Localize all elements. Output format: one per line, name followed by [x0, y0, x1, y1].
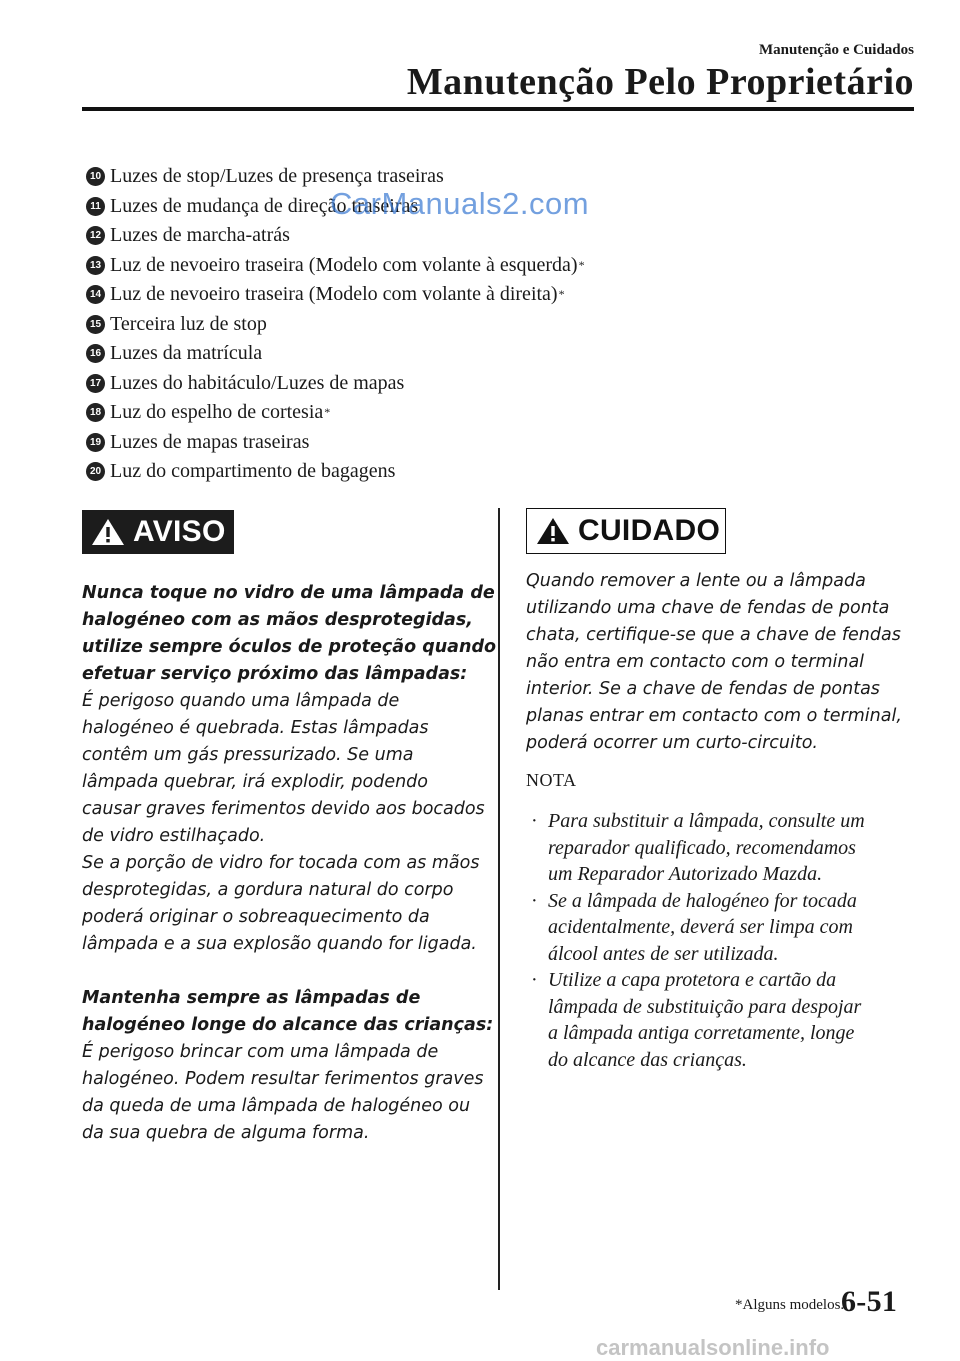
list-item	[86, 398, 585, 428]
list-item	[86, 428, 585, 458]
nota-line: a lâmpada antiga corretamente, longe	[548, 1022, 855, 1044]
aviso-body-line: lâmpada quebrar, irá explodir, podendo	[82, 772, 428, 792]
number-badge-icon: 11	[86, 197, 105, 216]
nota-line: acidentalmente, deverá ser limpa com	[548, 916, 853, 938]
aviso-label: AVISO	[133, 515, 226, 548]
warning-triangle-icon	[536, 517, 570, 545]
cuidado-line: não entra em contacto com o terminal	[526, 652, 865, 672]
list-item	[86, 280, 585, 310]
nota-item	[531, 888, 865, 968]
number-badge-icon: 15	[86, 315, 105, 334]
cuidado-line: utilizando uma chave de fendas de ponta	[526, 598, 890, 618]
list-item	[86, 457, 585, 487]
list-item	[86, 369, 585, 399]
aviso-heading-line: Mantenha sempre as lâmpadas de	[82, 988, 421, 1008]
aviso-heading-line: halogéneo longe do alcance das crianças:	[82, 1015, 494, 1035]
cuidado-line: Quando remover a lente ou a lâmpada	[526, 571, 866, 591]
aviso-body-line: É perigoso quando uma lâmpada de	[82, 691, 400, 711]
nota-line: um Reparador Autorizado Mazda.	[548, 863, 823, 885]
aviso-heading-line: Nunca toque no vidro de uma lâmpada de	[82, 583, 495, 603]
number-badge-icon: 16	[86, 344, 105, 363]
list-item-text: Terceira luz de stop	[110, 312, 267, 335]
bullet-icon: ·	[531, 810, 538, 832]
aviso-text	[82, 580, 496, 1147]
header-rule	[82, 107, 914, 111]
number-badge-icon: 12	[86, 226, 105, 245]
aviso-body-line: halogéneo. Podem resultar ferimentos graves	[82, 1069, 484, 1089]
nota-heading: NOTA	[526, 770, 577, 790]
nota-list	[531, 808, 865, 1073]
aviso-body-line: causar graves ferimentos devido aos bocados	[82, 799, 485, 819]
aviso-body-line: da sua quebra de alguma forma.	[82, 1123, 370, 1143]
number-badge-icon: 19	[86, 433, 105, 452]
number-badge-icon: 18	[86, 403, 105, 422]
list-item-text: Luz do compartimento de bagagens	[110, 460, 396, 483]
list-item-text: Luzes de mudança de direção traseiras	[110, 194, 419, 217]
nota-line: lâmpada de substituição para despojar	[548, 995, 862, 1018]
number-badge-icon: 20	[86, 462, 105, 481]
footnote-marker: *	[578, 257, 585, 272]
aviso-body-line: halogéneo é quebrada. Estas lâmpadas	[82, 718, 429, 738]
list-item-text: Luzes de mapas traseiras	[110, 430, 310, 453]
aviso-body-line: da queda de uma lâmpada de halogéneo ou	[82, 1096, 471, 1116]
aviso-heading-line: halogéneo com as mãos desprotegidas,	[82, 610, 473, 630]
cuidado-badge	[526, 508, 726, 554]
column-divider	[498, 508, 500, 1290]
cuidado-line: planas entrar em contacto com o terminal,	[526, 706, 902, 726]
nota-line: Utilize a capa protetora e cartão da	[548, 969, 837, 991]
bullet-icon: ·	[531, 969, 538, 991]
aviso-heading-line: utilize sempre óculos de proteção quando	[82, 637, 496, 657]
aviso-body-line: desprotegidas, a gordura natural do corpo	[82, 880, 454, 900]
nota-line: reparador qualificado, recomendamos	[548, 836, 856, 859]
bullet-icon: ·	[531, 889, 538, 912]
list-item-text: Luz de nevoeiro traseira (Modelo com volante à direita)	[110, 283, 558, 306]
nota-line: Para substituir a lâmpada, consulte um	[548, 810, 865, 832]
footnote: *Alguns modelos.	[735, 1297, 845, 1313]
list-item-text: Luzes do habitáculo/Luzes de mapas	[110, 371, 405, 394]
nota-line: álcool antes de ser utilizada.	[548, 942, 779, 965]
number-badge-icon: 13	[86, 256, 105, 275]
aviso-heading-line: efetuar serviço próximo das lâmpadas:	[82, 664, 468, 684]
list-item-text: Luz do espelho de cortesia	[110, 401, 324, 424]
cuidado-label: CUIDADO	[578, 514, 721, 547]
paragraph-gap	[82, 958, 496, 985]
aviso-body-line: Se a porção de vidro for tocada com as mãos	[82, 853, 480, 873]
aviso-body-line: contêm um gás pressurizado. Se uma	[82, 745, 414, 765]
list-item	[86, 221, 585, 251]
list-item-text: Luzes da matrícula	[110, 342, 263, 365]
number-badge-icon: 17	[86, 374, 105, 393]
nota-line: Se a lâmpada de halogéneo for tocada	[548, 889, 857, 912]
page-title: Manutenção Pelo Proprietário	[406, 61, 914, 103]
aviso-body-line: lâmpada e a sua explosão quando for ligada.	[82, 934, 477, 954]
warning-triangle-icon	[91, 518, 125, 546]
cuidado-text	[526, 568, 902, 757]
list-item	[86, 251, 585, 281]
footnote-marker: *	[324, 405, 331, 420]
list-item-text: Luz de nevoeiro traseira (Modelo com volante à esquerda)	[110, 253, 578, 276]
section-title: Manutenção e Cuidados	[758, 42, 914, 58]
list-item	[86, 310, 585, 340]
footnote-marker: *	[558, 287, 565, 302]
aviso-body-line: de vidro estilhaçado.	[82, 826, 266, 846]
cuidado-line: poderá ocorrer um curto-circuito.	[526, 733, 818, 753]
list-item	[86, 339, 585, 369]
page-number: 6-51	[841, 1285, 898, 1318]
aviso-body-line: poderá originar o sobreaquecimento da	[82, 907, 430, 927]
site-watermark: carmanualsonline.info	[596, 1335, 830, 1360]
list-item-text: Luzes de stop/Luzes de presença traseiras	[110, 165, 444, 188]
list-item-text: Luzes de marcha-atrás	[110, 224, 290, 247]
cuidado-line: chata, certifique-se que a chave de fendas	[526, 625, 901, 645]
nota-item	[531, 967, 865, 1073]
nota-line: do alcance das crianças.	[548, 1048, 747, 1071]
aviso-badge	[82, 510, 234, 554]
nota-item	[531, 808, 865, 888]
number-badge-icon: 10	[86, 167, 105, 186]
watermark-text: CarManuals2.com	[330, 186, 590, 221]
aviso-body-line: É perigoso brincar com uma lâmpada de	[82, 1042, 439, 1062]
cuidado-line: interior. Se a chave de fendas de pontas	[526, 679, 880, 699]
number-badge-icon: 14	[86, 285, 105, 304]
